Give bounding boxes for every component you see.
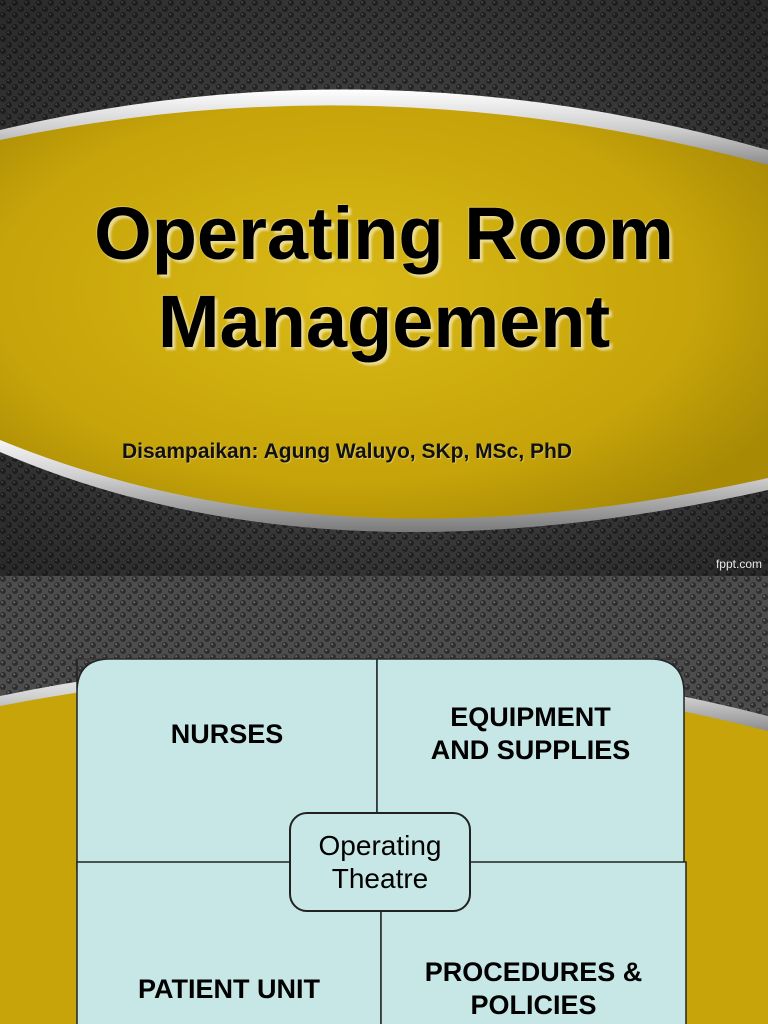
quadrant-patient-unit	[77, 973, 381, 1006]
presenter-text: Disampaikan: Agung Waluyo, SKp, MSc, PhD	[122, 440, 572, 463]
quadrant-label: PATIENT UNIT	[138, 974, 320, 1004]
watermark: fppt.com	[715, 557, 762, 571]
title-line-1: Operating Room	[94, 192, 674, 275]
center-label-line-1: Operating	[318, 830, 442, 861]
center-label-line-2: Theatre	[331, 863, 429, 894]
diagram-slide	[0, 576, 768, 1024]
quadrant-label-line-1: PROCEDURES &	[424, 957, 643, 987]
quadrant-equipment	[377, 701, 684, 767]
quadrant-label-line-1: EQUIPMENT	[450, 702, 611, 732]
quadrant-label-line-2: AND SUPPLIES	[430, 735, 631, 765]
quadrant-label: NURSES	[170, 719, 284, 749]
quadrant-nurses	[77, 718, 377, 751]
page-title	[0, 190, 768, 366]
quadrant-procedures	[381, 956, 686, 1022]
center-box-operating-theatre	[289, 812, 471, 912]
quadrant-label-line-2: POLICIES	[470, 990, 597, 1020]
title-line-2: Management	[157, 280, 611, 363]
